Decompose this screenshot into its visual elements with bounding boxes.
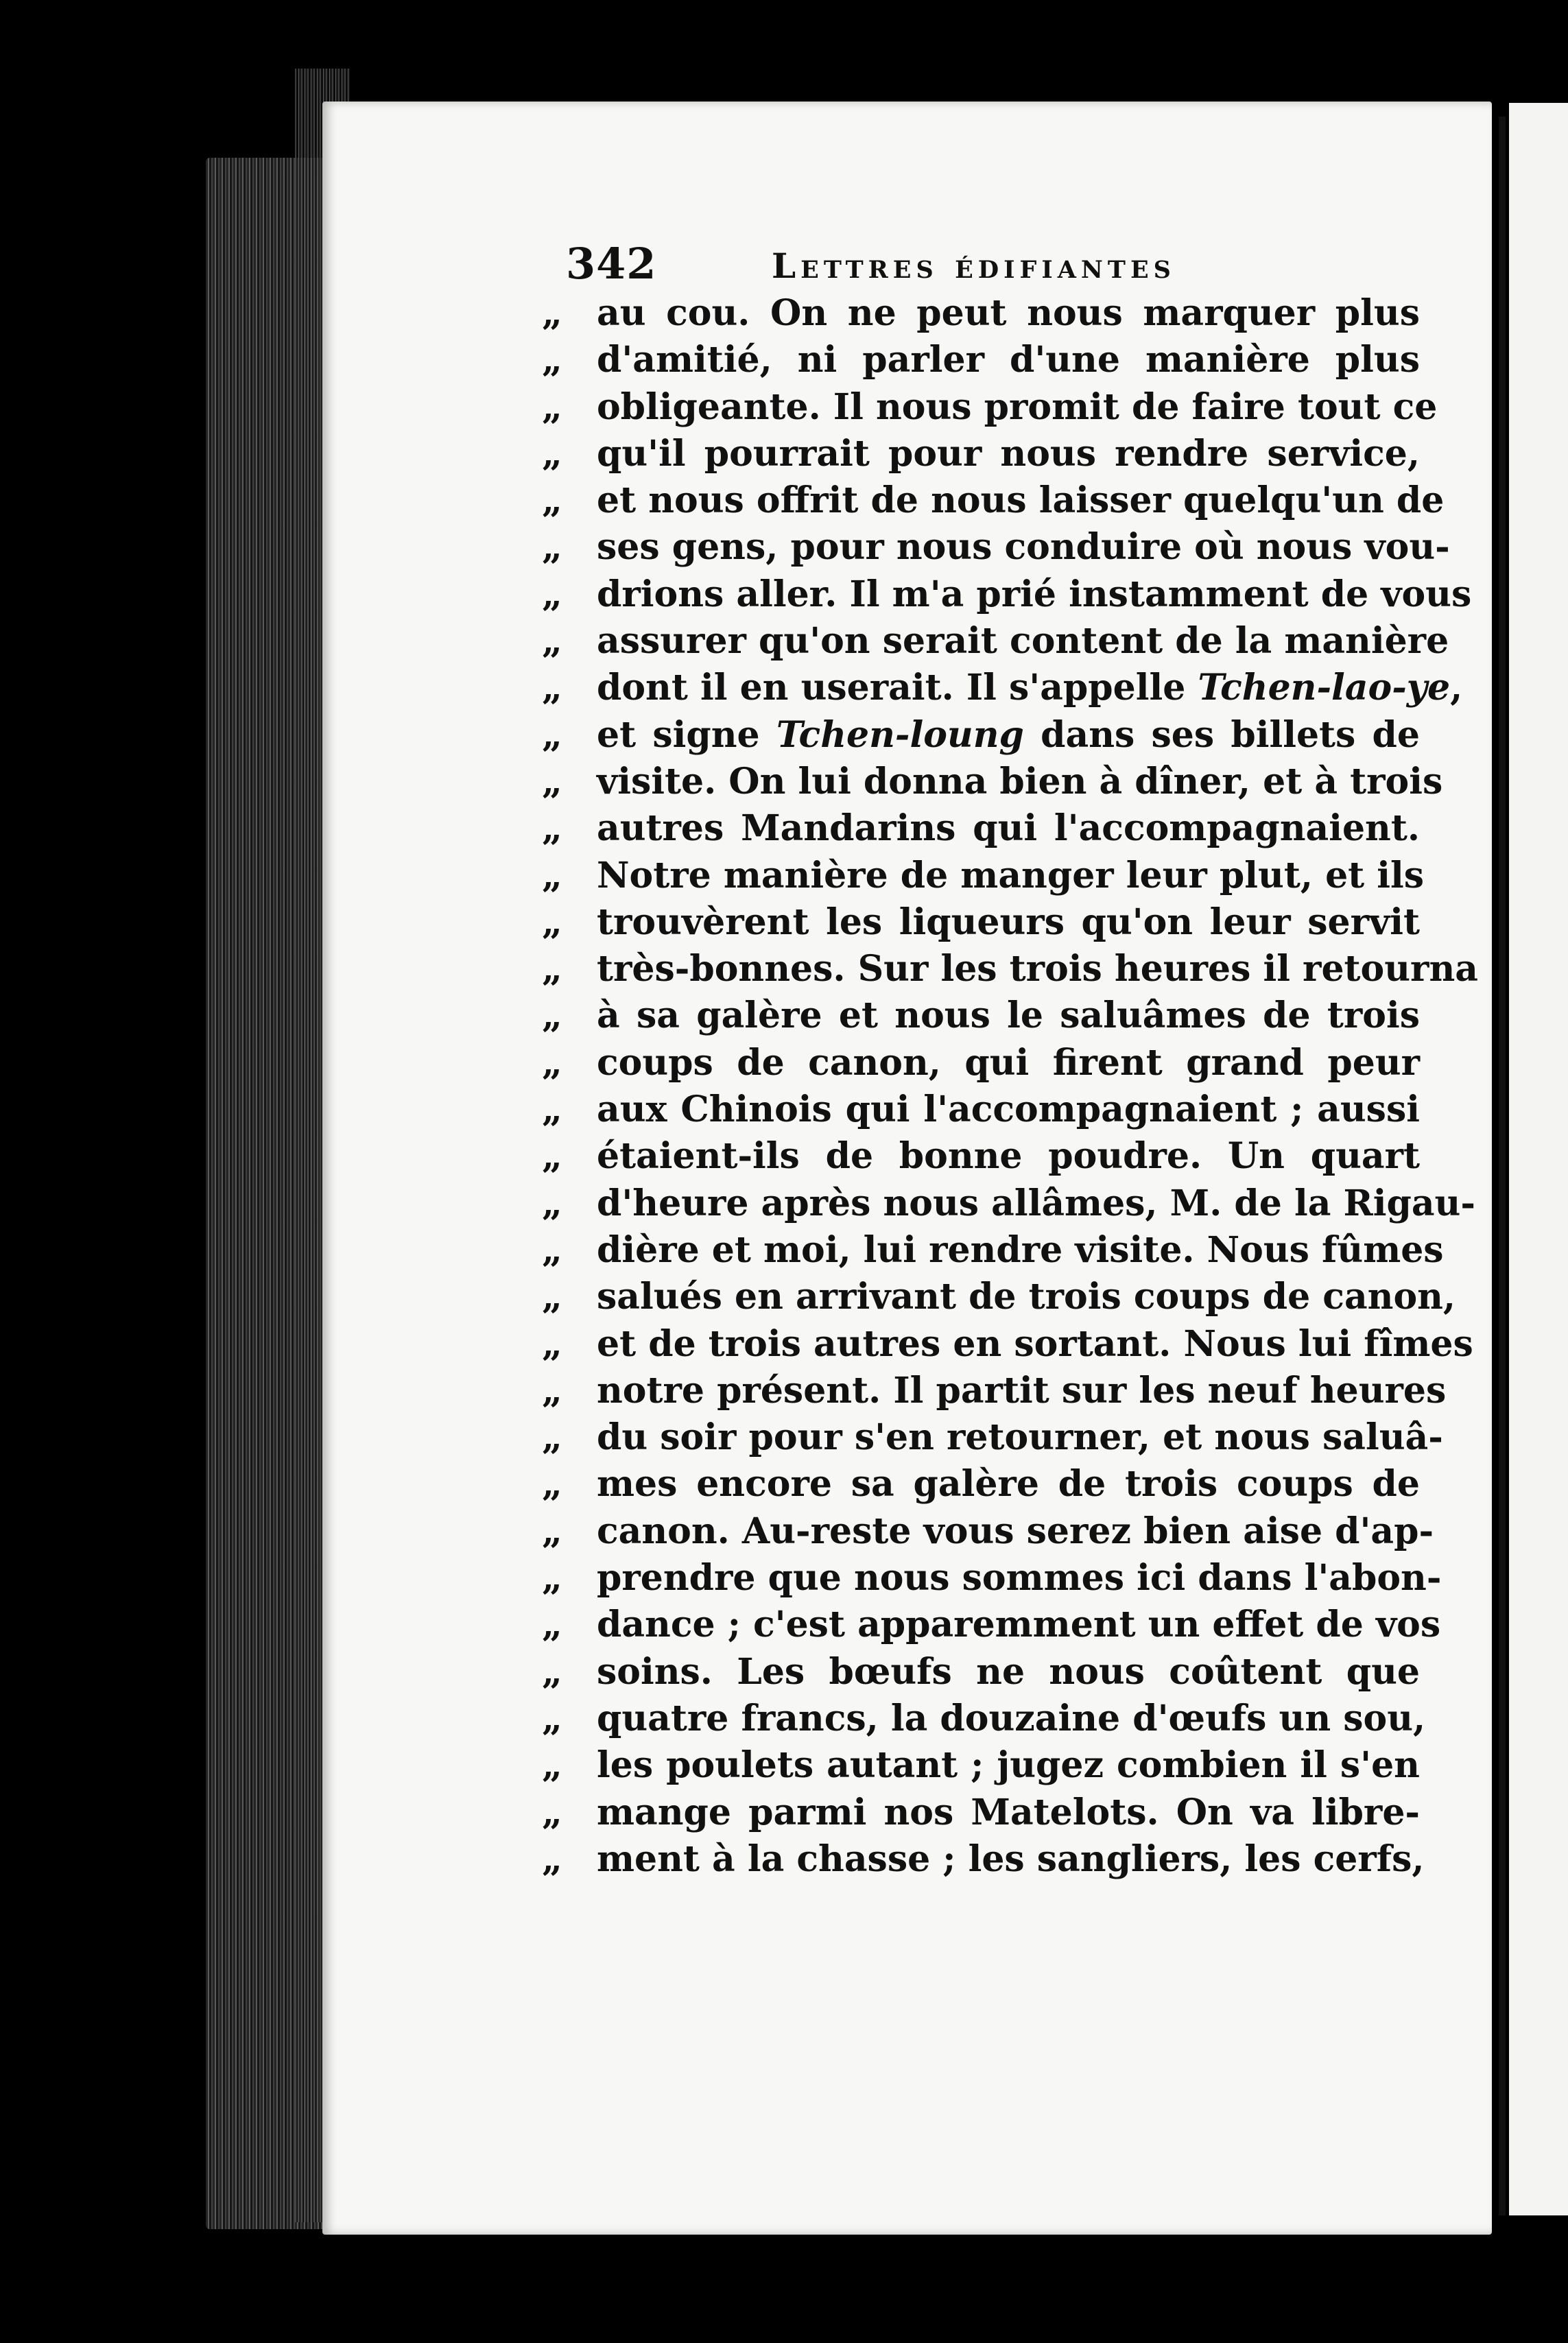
quote-mark: „ <box>542 1228 562 1271</box>
line-text-with-signature <box>597 712 1420 759</box>
text-line <box>542 1696 1434 1742</box>
line-text: notre présent. Il partit sur les neuf heures <box>597 1369 1447 1412</box>
quote-mark: „ <box>542 1557 562 1599</box>
line-text-with-name <box>597 665 1463 711</box>
text-line <box>542 1461 1434 1508</box>
text-line <box>542 1040 1434 1086</box>
text-line <box>542 571 1472 618</box>
line-text-part: dont il en userait. Il s'appelle <box>597 667 1198 709</box>
line-text: aux Chinois qui l'accompagnaient ; aussi <box>597 1089 1420 1131</box>
text-line <box>542 946 1478 992</box>
quote-mark: „ <box>542 339 562 381</box>
text-line <box>542 759 1443 805</box>
line-text: qu'il pourrait pour nous rendre service, <box>597 432 1420 475</box>
quote-mark: „ <box>542 1510 562 1552</box>
line-text: à sa galère et nous le saluâmes de trois <box>597 995 1420 1037</box>
line-text: coups de canon, qui firent grand peur <box>597 1041 1420 1084</box>
line-text: soins. Les bœufs ne nous coûtent que <box>597 1650 1420 1693</box>
quote-mark: „ <box>542 1837 562 1880</box>
mandarin-name: Tchen-lao-ye <box>1198 667 1451 709</box>
text-line <box>542 899 1434 946</box>
quote-mark: „ <box>542 479 562 522</box>
line-text: les poulets autant ; jugez combien il s'en <box>597 1744 1420 1787</box>
text-line <box>542 712 1434 759</box>
line-text: drions aller. Il m'a prié instamment de vous <box>597 573 1472 615</box>
text-line <box>542 384 1438 431</box>
quote-mark: „ <box>542 713 562 756</box>
line-text: quatre francs, la douzaine d'œufs un sou, <box>597 1697 1426 1739</box>
quote-mark: „ <box>542 1276 562 1318</box>
quote-mark: „ <box>542 1041 562 1084</box>
text-line <box>542 337 1434 383</box>
quote-mark: „ <box>542 1135 562 1178</box>
mandarin-signature: Tchen-loung <box>776 713 1024 756</box>
quote-mark: „ <box>542 1463 562 1506</box>
book-page <box>322 102 1492 2235</box>
text-line <box>542 618 1449 665</box>
quote-mark: „ <box>542 901 562 943</box>
line-text: ment à la chasse ; les sangliers, les cerfs, <box>597 1837 1425 1880</box>
text-line <box>542 853 1434 899</box>
line-text: et nous offrit de nous laisser quelqu'un de <box>597 479 1445 522</box>
quote-mark: „ <box>542 385 562 428</box>
line-text: du soir pour s'en retourner, et nous saluâ- <box>597 1416 1443 1459</box>
line-text-part: et signe <box>597 713 776 756</box>
running-title: Lettres édifiantes <box>772 246 1176 286</box>
text-line <box>542 524 1450 571</box>
text-line <box>542 1133 1434 1180</box>
quote-mark: „ <box>542 573 562 615</box>
quote-mark: „ <box>542 1791 562 1833</box>
text-line <box>542 1836 1434 1883</box>
line-text-part: dans ses billets de <box>1023 713 1420 756</box>
text-line <box>542 1555 1442 1602</box>
quote-mark: „ <box>542 1416 562 1459</box>
page-number: 342 <box>566 239 657 289</box>
line-text: trouvèrent les liqueurs qu'on leur servit <box>597 901 1420 943</box>
text-line <box>542 665 1463 711</box>
quote-mark: „ <box>542 1089 562 1131</box>
text-line <box>542 805 1434 852</box>
line-text: autres Mandarins qui l'accompagnaient. <box>597 807 1420 850</box>
line-text: dière et moi, lui rendre visite. Nous fûmes <box>597 1228 1444 1271</box>
line-text: visite. On lui donna bien à dîner, et à trois <box>597 760 1443 802</box>
line-text: au cou. On ne peut nous marquer plus <box>597 292 1420 334</box>
line-text: prendre que nous sommes ici dans l'abon- <box>597 1557 1442 1599</box>
quote-mark: „ <box>542 1182 562 1224</box>
text-line <box>542 1180 1475 1227</box>
text-line <box>542 1789 1434 1836</box>
quote-mark: „ <box>542 1697 562 1739</box>
line-text: Notre manière de manger leur plut, et ils <box>597 854 1425 896</box>
quote-mark: „ <box>542 1650 562 1693</box>
line-text: salués en arrivant de trois coups de canon, <box>597 1276 1456 1318</box>
quote-mark: „ <box>542 292 562 334</box>
text-line <box>542 477 1445 524</box>
quote-mark: „ <box>542 948 562 990</box>
line-text: très-bonnes. Sur les trois heures il retourna <box>597 948 1478 990</box>
text-line <box>542 1368 1447 1414</box>
quote-mark: „ <box>542 995 562 1037</box>
text-line <box>542 1227 1444 1274</box>
quote-mark: „ <box>542 620 562 663</box>
quote-mark: „ <box>542 760 562 802</box>
quote-mark: „ <box>542 854 562 896</box>
text-line <box>542 1414 1443 1461</box>
quote-mark: „ <box>542 1369 562 1412</box>
quote-mark: „ <box>542 667 562 709</box>
line-text: d'heure après nous allâmes, M. de la Rigau- <box>597 1182 1475 1224</box>
text-line <box>542 1649 1434 1696</box>
text-line <box>542 431 1434 477</box>
line-text: obligeante. Il nous promit de faire tout ce <box>597 385 1438 428</box>
text-line <box>542 1321 1473 1368</box>
line-text: et de trois autres en sortant. Nous lui fîmes <box>597 1322 1473 1365</box>
gutter-shadow <box>1499 117 1506 2215</box>
text-line <box>542 1086 1434 1133</box>
line-text: assurer qu'on serait content de la manière <box>597 620 1449 663</box>
line-text: étaient-ils de bonne poudre. Un quart <box>597 1135 1420 1178</box>
text-line <box>542 1602 1441 1648</box>
line-text: canon. Au-reste vous serez bien aise d'ap- <box>597 1510 1434 1552</box>
text-line <box>542 992 1434 1039</box>
text-line <box>542 1508 1434 1555</box>
line-text: d'amitié, ni parler d'une manière plus <box>597 339 1420 381</box>
quote-mark: „ <box>542 807 562 850</box>
text-line <box>542 290 1434 337</box>
text-line <box>542 1742 1434 1789</box>
quote-mark: „ <box>542 1604 562 1646</box>
quote-mark: „ <box>542 432 562 475</box>
body-text <box>542 290 1478 1883</box>
quote-mark: „ <box>542 1744 562 1787</box>
line-text-part: , <box>1450 667 1463 709</box>
line-text: mange parmi nos Matelots. On va libre- <box>597 1791 1420 1833</box>
line-text: ses gens, pour nous conduire où nous vou- <box>597 526 1450 569</box>
text-line <box>542 1274 1456 1320</box>
quote-mark: „ <box>542 526 562 569</box>
line-text: mes encore sa galère de trois coups de <box>597 1463 1420 1506</box>
opposite-page-edge <box>1509 103 1568 2215</box>
line-text: dance ; c'est apparemment un effet de vos <box>597 1604 1441 1646</box>
quote-mark: „ <box>542 1322 562 1365</box>
